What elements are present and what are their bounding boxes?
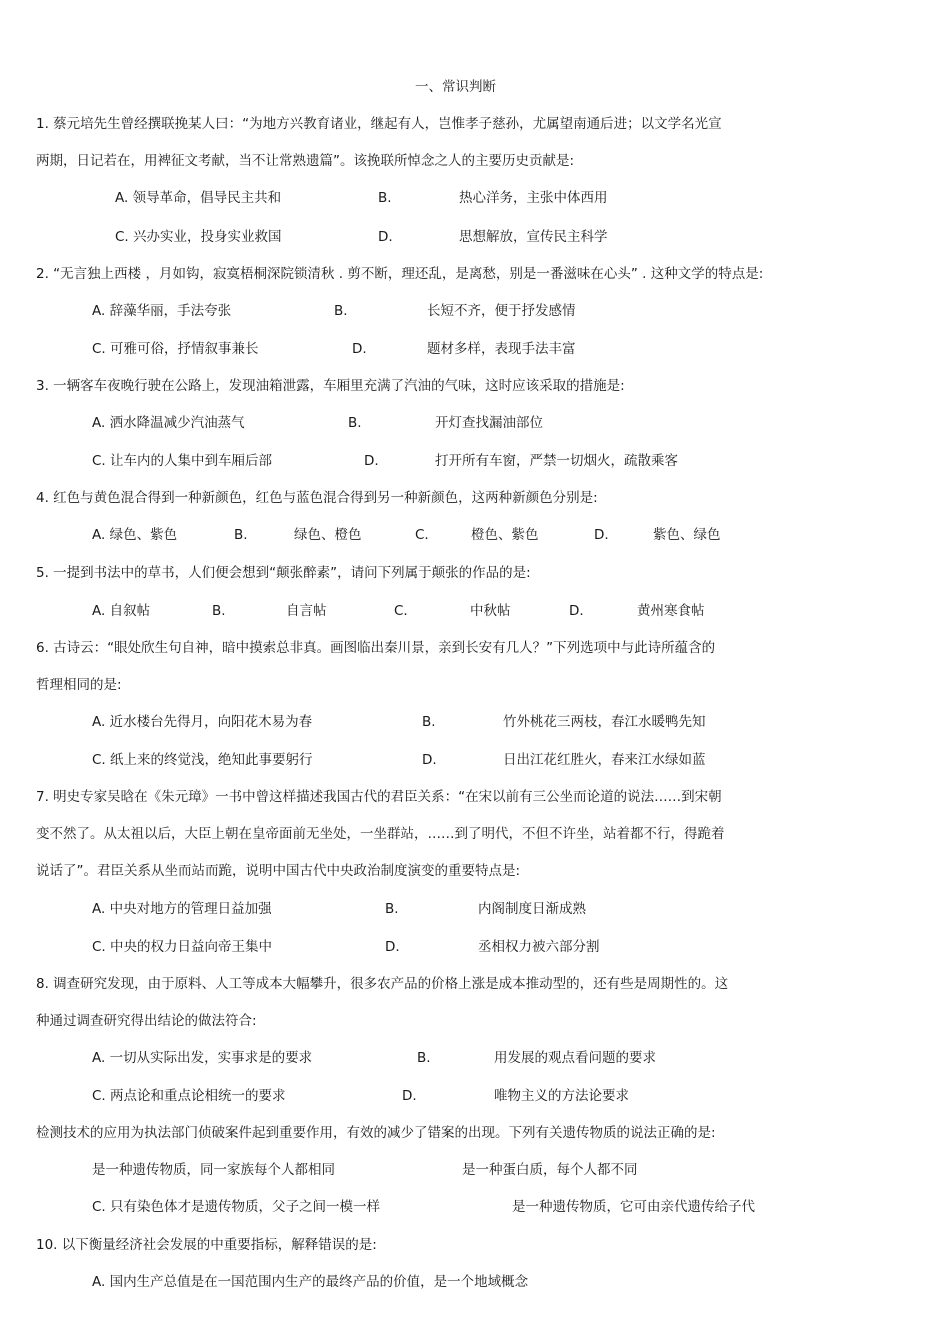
- question-5-option-c-label: C.: [394, 603, 408, 619]
- question-7-option-d: 丞相权力被六部分割: [478, 939, 600, 955]
- question-2-option-b-label: B.: [334, 303, 348, 319]
- section-title: 一、常识判断: [415, 79, 496, 95]
- question-9-option-d: 是一种遗传物质，它可由亲代遗传给子代: [512, 1199, 755, 1215]
- question-8-option-d: 唯物主义的方法论要求: [494, 1088, 629, 1104]
- question-8-option-d-label: D.: [402, 1088, 417, 1104]
- question-8-option-b-label: B.: [417, 1050, 431, 1066]
- question-3-option-d-label: D.: [364, 453, 379, 469]
- question-2-option-a: A. 辞藻华丽，手法夸张: [92, 303, 232, 319]
- question-4-option-b: 绿色、橙色: [294, 527, 362, 543]
- question-6-stem-line-2: 哲理相同的是:: [36, 677, 122, 693]
- question-4-option-c-label: C.: [415, 527, 429, 543]
- question-6-option-a: A. 近水楼台先得月，向阳花木易为春: [92, 714, 313, 730]
- question-7-stem-line-1: 7. 明史专家吴晗在《朱元璋》一书中曾这样描述我国古代的君臣关系：“在宋以前有三公坐而论道的说法……到宋朝: [36, 789, 722, 805]
- question-5-option-d-label: D.: [569, 603, 584, 619]
- question-7-option-d-label: D.: [385, 939, 400, 955]
- question-3-option-c: C. 让车内的人集中到车厢后部: [92, 453, 273, 469]
- question-5-option-b: 自言帖: [286, 603, 327, 619]
- question-7-option-b-label: B.: [385, 901, 399, 917]
- question-5-option-b-label: B.: [212, 603, 226, 619]
- question-2-option-c: C. 可雅可俗，抒情叙事兼长: [92, 341, 259, 357]
- question-7-option-b: 内阁制度日渐成熟: [478, 901, 586, 917]
- question-3-option-d: 打开所有车窗，严禁一切烟火，疏散乘客: [435, 453, 678, 469]
- question-7-stem-line-3: 说话了”。君臣关系从坐而站而跪，说明中国古代中央政治制度演变的重要特点是:: [36, 863, 521, 879]
- question-1-option-d-label: D.: [378, 229, 393, 245]
- question-1-stem-line-1: 1. 蔡元培先生曾经撰联挽某人曰：“为地方兴教育诸业，继起有人，岂惟孝子慈孙，尤属望南通后进；以文学名光宣: [36, 116, 722, 132]
- question-10-stem-line-1: 10. 以下衡量经济社会发展的中重要指标，解释错误的是:: [36, 1237, 377, 1253]
- question-8-option-b: 用发展的观点看问题的要求: [494, 1050, 656, 1066]
- question-5-option-c: 中秋帖: [470, 603, 511, 619]
- question-3-option-a: A. 洒水降温减少汽油蒸气: [92, 415, 245, 431]
- question-6-option-b-label: B.: [422, 714, 436, 730]
- question-1-option-d: 思想解放，宣传民主科学: [459, 229, 608, 245]
- question-1-stem-line-2: 两期，日记若在，用裨征文考献，当不让常熟遗篇”。该挽联所悼念之人的主要历史贡献是:: [36, 153, 575, 169]
- question-7-option-a: A. 中央对地方的管理日益加强: [92, 901, 272, 917]
- question-4-option-b-label: B.: [234, 527, 248, 543]
- question-2-stem-line-1: 2. “无言独上西楼 ，月如钩，寂寞梧桐深院锁清秋 . 剪不断，理还乱，是离愁，别是一番滋味在心头” . 这种文学的特点是:: [36, 266, 764, 282]
- question-6-option-d: 日出江花红胜火，春来江水绿如蓝: [503, 752, 706, 768]
- question-3-option-b: 开灯查找漏油部位: [435, 415, 543, 431]
- question-3-option-b-label: B.: [348, 415, 362, 431]
- question-4-option-c: 橙色、紫色: [471, 527, 539, 543]
- question-8-option-c: C. 两点论和重点论相统一的要求: [92, 1088, 286, 1104]
- question-1-option-a: A. 领导革命，倡导民主共和: [115, 190, 282, 206]
- question-4-option-d: 紫色、绿色: [653, 527, 721, 543]
- question-5-stem-line-1: 5. 一提到书法中的草书，人们便会想到“颠张醉素”，请问下列属于颠张的作品的是:: [36, 565, 531, 581]
- question-4-stem-line-1: 4. 红色与黄色混合得到一种新颜色，红色与蓝色混合得到另一种新颜色，这两种新颜色分别是:: [36, 490, 598, 506]
- question-4-option-d-label: D.: [594, 527, 609, 543]
- question-8-option-a: A. 一切从实际出发，实事求是的要求: [92, 1050, 313, 1066]
- question-9-option-c: C. 只有染色体才是遗传物质，父子之间一模一样: [92, 1199, 381, 1215]
- question-2-option-d-label: D.: [352, 341, 367, 357]
- question-7-stem-line-2: 变不然了。从太祖以后，大臣上朝在皇帝面前无坐处，一坐群站，……到了明代，不但不许坐，站着都不行，得跪着: [36, 826, 725, 842]
- question-1-option-b-label: B.: [378, 190, 392, 206]
- question-3-stem-line-1: 3. 一辆客车夜晚行驶在公路上，发现油箱泄露，车厢里充满了汽油的气味，这时应该采取的措施是:: [36, 378, 625, 394]
- question-6-option-c: C. 纸上来的终觉浅，绝知此事要躬行: [92, 752, 313, 768]
- question-6-option-b: 竹外桃花三两枝，春江水暖鸭先知: [503, 714, 706, 730]
- question-9-stem-line-1: 检测技术的应用为执法部门侦破案件起到重要作用，有效的减少了错案的出现。下列有关遗传物质的说法正确的是:: [36, 1125, 716, 1141]
- question-6-option-d-label: D.: [422, 752, 437, 768]
- question-9-option-b: 是一种蛋白质，每个人都不同: [462, 1162, 638, 1178]
- question-1-option-b: 热心洋务，主张中体西用: [459, 190, 608, 206]
- question-6-stem-line-1: 6. 古诗云：“眼处欣生句自神，暗中摸索总非真。画图临出秦川景，亲到长安有几人？”下列选项中与此诗所蕴含的: [36, 640, 716, 656]
- question-7-option-c: C. 中央的权力日益向帝王集中: [92, 939, 273, 955]
- question-8-stem-line-2: 种通过调查研究得出结论的做法符合:: [36, 1013, 257, 1029]
- question-5-option-a: A. 自叙帖: [92, 603, 151, 619]
- question-2-option-b: 长短不齐，便于抒发感情: [427, 303, 576, 319]
- question-5-option-d: 黄州寒食帖: [637, 603, 705, 619]
- question-9-option-a: 是一种遗传物质，同一家族每个人都相同: [92, 1162, 335, 1178]
- question-4-option-a: A. 绿色、紫色: [92, 527, 178, 543]
- question-8-stem-line-1: 8. 调查研究发现，由于原料、人工等成本大幅攀升，很多农产品的价格上涨是成本推动型的，还有些是周期性的。这: [36, 976, 729, 992]
- question-2-option-d: 题材多样，表现手法丰富: [427, 341, 576, 357]
- question-1-option-c: C. 兴办实业，投身实业救国: [115, 229, 282, 245]
- question-10-option-a: A. 国内生产总值是在一国范围内生产的最终产品的价值，是一个地域概念: [92, 1274, 529, 1290]
